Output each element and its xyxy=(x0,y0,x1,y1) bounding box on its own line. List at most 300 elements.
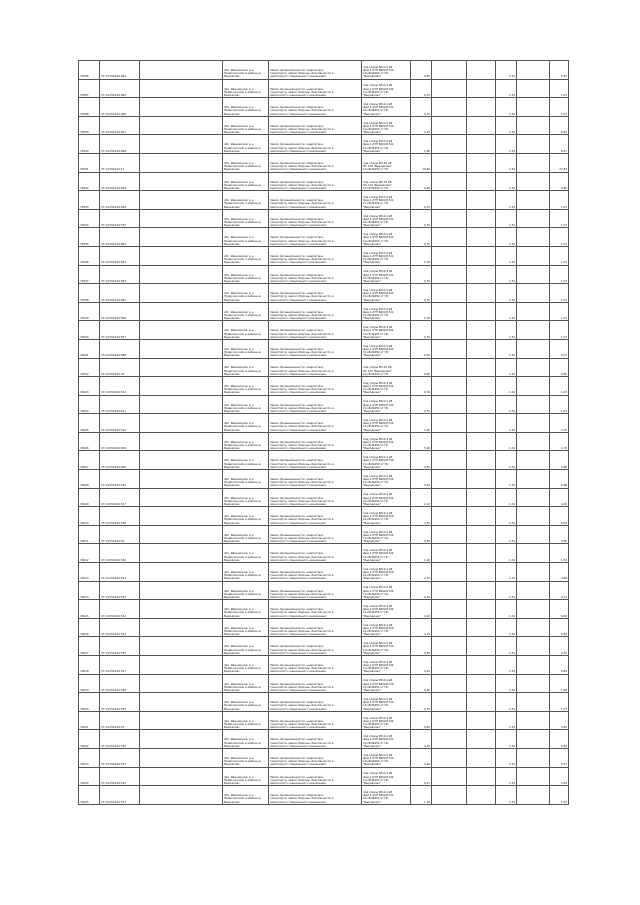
tax-value: 0,32 xyxy=(550,637,569,656)
land-category-line: транспорта, земли обороны, безопасности и xyxy=(270,536,334,541)
empty-cell xyxy=(467,284,496,303)
table-row xyxy=(79,414,569,433)
row-number: 74617 xyxy=(79,637,100,656)
empty-cell xyxy=(140,284,223,303)
table-row xyxy=(79,209,569,228)
cadastral-number: 37:14:050124:521 xyxy=(100,563,140,582)
land-category-line: транспорта, земли обороны, безопасности и xyxy=(270,294,334,299)
land-register-table xyxy=(78,60,569,805)
empty-cell xyxy=(467,693,496,712)
address-line: Приволжский, в районе д. xyxy=(224,71,262,76)
empty-cell xyxy=(517,172,550,191)
land-category-line: Земли промышленности, энергетики, xyxy=(270,328,324,333)
permitted-use-line: под опоры ВЛ-0,4 кВ xyxy=(363,325,393,330)
tax-value: 4,30 xyxy=(550,488,569,507)
table-row xyxy=(79,228,569,247)
land-category-line: земли иного специального назначения xyxy=(270,464,326,469)
tax-value: 1,07 xyxy=(550,395,569,414)
permitted-use-line: 10 кВ №450 от ПС xyxy=(363,145,389,150)
cadastral-number: 37:14:050124:563 xyxy=(100,246,140,265)
row-number: 74613 xyxy=(79,563,100,582)
area-value: 0,70 xyxy=(411,265,432,284)
address-line: Выродково xyxy=(224,632,240,637)
cadastral-number: 37:14:050124:467 xyxy=(100,116,140,135)
land-category xyxy=(269,637,362,656)
land-category xyxy=(269,98,362,117)
tax-value: 1,78 xyxy=(550,432,569,451)
table-row xyxy=(79,302,569,321)
permitted-use-line: "Выродково" xyxy=(363,148,382,153)
empty-cell xyxy=(432,61,467,80)
land-category-line: Земли промышленности, энергетики, xyxy=(270,737,324,742)
permitted-use-line: 10 кВ №450 от ПС xyxy=(363,703,389,708)
empty-cell xyxy=(140,748,223,767)
tax-value: 5,88 xyxy=(550,470,569,489)
empty-cell xyxy=(517,358,550,377)
empty-cell xyxy=(432,432,467,451)
table-body xyxy=(79,61,569,805)
cadastral-number: 37:14:050124:518 xyxy=(100,507,140,526)
table-row xyxy=(79,693,569,712)
address xyxy=(223,525,269,544)
address-line: Выродково xyxy=(224,148,240,153)
address-line: обл. Ивановская, р-н xyxy=(224,774,254,779)
empty-cell xyxy=(140,358,223,377)
address-line: Выродково xyxy=(224,780,240,785)
cadastral-number: 37:14:050124:520 xyxy=(100,544,140,563)
table-row xyxy=(79,451,569,470)
address-line: обл. Ивановская, р-н xyxy=(224,495,254,500)
permitted-use-line: 10 кВ №450 от ПС xyxy=(363,371,389,376)
land-category-line: транспорта, земли обороны, безопасности и xyxy=(270,443,334,448)
row-number: 74604 xyxy=(79,395,100,414)
permitted-use-line: "Выродково" xyxy=(363,204,382,209)
permitted-use-line: под опоры ВЛ-0,4 кВ xyxy=(363,511,393,516)
empty-cell xyxy=(432,637,467,656)
land-category xyxy=(269,767,362,786)
permitted-use-line: ПС 110 "Выродково" xyxy=(363,182,392,187)
area-value: 1,00 xyxy=(411,544,432,563)
address-line: Выродково xyxy=(224,520,240,525)
table-row xyxy=(79,284,569,303)
address xyxy=(223,414,269,433)
land-category xyxy=(269,228,362,247)
empty-cell xyxy=(140,321,223,340)
area-value: 1,96 xyxy=(411,135,432,154)
address xyxy=(223,674,269,693)
empty-cell xyxy=(432,563,467,582)
address-line: обл. Ивановская, р-н xyxy=(224,291,254,296)
rate-value: 1,54 xyxy=(496,153,517,172)
permitted-use-line: под опоры ВЛ-0,4 кВ xyxy=(363,734,393,739)
address-line: Выродково xyxy=(224,743,240,748)
permitted-use-line: фид.1 КТП 6602/0,5/0, xyxy=(363,216,395,221)
land-category-line: земли иного специального назначения xyxy=(270,297,326,302)
row-number: 74607 xyxy=(79,451,100,470)
land-category-line: Земли промышленности, энергетики, xyxy=(270,718,324,723)
address-line: Приволжский, в районе д. xyxy=(224,201,262,206)
address-line: Приволжский, в районе д. xyxy=(224,145,262,150)
land-category-line: транспорта, земли обороны, безопасности и xyxy=(270,387,334,392)
empty-cell xyxy=(432,767,467,786)
land-category-line: земли иного специального назначения xyxy=(270,687,326,692)
area-value: 0,70 xyxy=(411,209,432,228)
rate-value: 1,54 xyxy=(496,488,517,507)
row-number: 74588 xyxy=(79,98,100,117)
permitted-use-line: 10 кВ №450 от ПС xyxy=(363,167,389,172)
permitted-use-line: под опоры ВЛ-0,4 кВ xyxy=(363,789,393,794)
table-row xyxy=(79,711,569,730)
cadastral-number: 37:14:050115:11 xyxy=(100,153,140,172)
permitted-use-line: фид.1 КТП 6602/0,5/0, xyxy=(363,439,395,444)
permitted-use-line: 10 кВ №450 от ПС xyxy=(363,777,389,782)
permitted-use-line: 10 кВ №450 от ПС xyxy=(363,480,389,485)
empty-cell xyxy=(432,730,467,749)
rate-value: 1,54 xyxy=(496,748,517,767)
address-line: Приволжский, в районе д. xyxy=(224,777,262,782)
permitted-use-line: под опоры ВЛ-0,4 кВ xyxy=(363,622,393,627)
empty-cell xyxy=(517,191,550,210)
land-category-line: Земли промышленности, энергетики, xyxy=(270,142,324,147)
row-number: 74609 xyxy=(79,488,100,507)
permitted-use-line: фид.1 КТП 6602/0,5/0, xyxy=(363,291,395,296)
land-category xyxy=(269,432,362,451)
land-category-line: транспорта, земли обороны, безопасности и xyxy=(270,703,334,708)
permitted-use xyxy=(362,339,411,358)
permitted-use-line: под опоры ВЛ-0,4 кВ xyxy=(363,418,393,423)
empty-cell xyxy=(432,377,467,396)
address xyxy=(223,748,269,767)
address-line: Выродково xyxy=(224,353,240,358)
table-row xyxy=(79,377,569,396)
land-category-line: Земли промышленности, энергетики, xyxy=(270,123,324,128)
permitted-use-line: "Выродково" xyxy=(363,725,382,730)
rate-value: 1,54 xyxy=(496,786,517,805)
permitted-use-line: под опоры ВЛ-0,4 кВ xyxy=(363,473,393,478)
empty-cell xyxy=(467,135,496,154)
permitted-use xyxy=(362,79,411,98)
permitted-use-line: "Выродково" xyxy=(363,427,382,432)
table-row xyxy=(79,246,569,265)
table-row xyxy=(79,321,569,340)
empty-cell xyxy=(140,767,223,786)
land-category xyxy=(269,172,362,191)
empty-cell xyxy=(432,79,467,98)
empty-cell xyxy=(140,544,223,563)
tax-value: 6,84 xyxy=(550,600,569,619)
empty-cell xyxy=(140,209,223,228)
permitted-use-line: 10 кВ №450 от ПС xyxy=(363,591,389,596)
land-category-line: транспорта, земли обороны, безопасности и xyxy=(270,201,334,206)
land-category-line: транспорта, земли обороны, безопасности и xyxy=(270,498,334,503)
table-row xyxy=(79,488,569,507)
rate-value: 1,54 xyxy=(496,191,517,210)
land-category-line: земли иного специального назначения xyxy=(270,148,326,153)
empty-cell xyxy=(140,172,223,191)
table-row xyxy=(79,153,569,172)
row-number: 74587 xyxy=(79,79,100,98)
table-row xyxy=(79,432,569,451)
address-line: Приволжский, в районе д. xyxy=(224,647,262,652)
permitted-use-line: под опоры ВЛ-0,4 кВ xyxy=(363,678,393,683)
empty-cell xyxy=(517,116,550,135)
address xyxy=(223,767,269,786)
permitted-use-line: под опоры ВЛ-0,4 кВ xyxy=(363,529,393,534)
tax-value: 0,85 xyxy=(550,172,569,191)
permitted-use-line: "Выродково" xyxy=(363,353,382,358)
rate-value: 1,54 xyxy=(496,507,517,526)
permitted-use-line: фид.1 КТП 6602/0,5/0, xyxy=(363,328,395,333)
land-category-line: земли иного специального назначения xyxy=(270,167,326,172)
land-category-line: Земли промышленности, энергетики, xyxy=(270,67,324,72)
address-line: обл. Ивановская, р-н xyxy=(224,625,254,630)
empty-cell xyxy=(467,581,496,600)
land-category-line: транспорта, земли обороны, безопасности и xyxy=(270,368,334,373)
land-category-line: транспорта, земли обороны, безопасности и xyxy=(270,275,334,280)
land-category-line: транспорта, земли обороны, безопасности и xyxy=(270,666,334,671)
permitted-use-line: "Выродково" xyxy=(363,520,382,525)
cadastral-number: 37:14:050124:33 xyxy=(100,711,140,730)
land-category-line: транспорта, земли обороны, безопасности и xyxy=(270,126,334,131)
address-line: Выродково xyxy=(224,502,240,507)
address-line: обл. Ивановская, р-н xyxy=(224,607,254,612)
permitted-use-line: 10 кВ №450 от ПС xyxy=(363,647,389,652)
permitted-use-line: под опоры ВЛ-0,4 кВ xyxy=(363,492,393,497)
land-category-line: Земли промышленности, энергетики, xyxy=(270,514,324,519)
row-number: 74615 xyxy=(79,600,100,619)
table-row xyxy=(79,135,569,154)
land-category xyxy=(269,209,362,228)
empty-cell xyxy=(467,172,496,191)
area-value: 2,00 xyxy=(411,339,432,358)
permitted-use-line: фид.1 КТП 6602/0,5/0, xyxy=(363,551,395,556)
address-line: Приволжский, в районе д. xyxy=(224,219,262,224)
address-line: Выродково xyxy=(224,241,240,246)
address xyxy=(223,451,269,470)
empty-cell xyxy=(140,730,223,749)
empty-cell xyxy=(517,525,550,544)
address xyxy=(223,730,269,749)
address xyxy=(223,284,269,303)
land-category-line: транспорта, земли обороны, безопасности и xyxy=(270,554,334,559)
empty-cell xyxy=(140,246,223,265)
empty-cell xyxy=(432,172,467,191)
land-category xyxy=(269,451,362,470)
permitted-use-line: фид.1 КТП 6602/0,5/0, xyxy=(363,774,395,779)
land-category-line: Земли промышленности, энергетики, xyxy=(270,681,324,686)
permitted-use xyxy=(362,98,411,117)
permitted-use xyxy=(362,767,411,786)
permitted-use-line: фид.1 КТП 6602/0,5/0, xyxy=(363,272,395,277)
land-category-line: транспорта, земли обороны, безопасности и xyxy=(270,461,334,466)
land-category-line: земли иного специального назначения xyxy=(270,260,326,265)
land-category-line: Земли промышленности, энергетики, xyxy=(270,662,324,667)
address xyxy=(223,209,269,228)
permitted-use-line: 10 кВ №450 от ПС xyxy=(363,629,389,633)
permitted-use-line: под опоры ВЛ-0,4 кВ xyxy=(363,64,393,69)
address-line: обл. Ивановская, р-н xyxy=(224,514,254,519)
permitted-use-line: под опоры ВЛ-0,4 кВ xyxy=(363,771,393,776)
area-value: 0,60 xyxy=(411,172,432,191)
address xyxy=(223,98,269,117)
land-category-line: Земли промышленности, энергетики, xyxy=(270,253,324,258)
address-line: обл. Ивановская, р-н xyxy=(224,198,254,203)
tax-value: 1,07 xyxy=(550,246,569,265)
address-line: Приволжский, в районе д. xyxy=(224,108,262,113)
permitted-use-line: "Выродково" xyxy=(363,130,382,135)
empty-cell xyxy=(432,693,467,712)
permitted-use xyxy=(362,730,411,749)
land-category-line: транспорта, земли обороны, безопасности и xyxy=(270,721,334,726)
address-line: Выродково xyxy=(224,446,240,451)
tax-value: 1,07 xyxy=(550,79,569,98)
cadastral-number: 37:14:050124:528 xyxy=(100,674,140,693)
empty-cell xyxy=(467,79,496,98)
tax-value: 6,84 xyxy=(550,656,569,675)
land-category-line: транспорта, земли обороны, безопасности и xyxy=(270,777,334,782)
land-category-line: Земли промышленности, энергетики, xyxy=(270,532,324,537)
rate-value: 1,54 xyxy=(496,618,517,637)
permitted-use-line: фид.1 КТП 6602/0,5/0, xyxy=(363,86,395,91)
land-category xyxy=(269,656,362,675)
rate-value: 1,54 xyxy=(496,656,517,675)
empty-cell xyxy=(432,507,467,526)
permitted-use-line: под опоры ВЛ-0,4 кВ xyxy=(363,343,393,348)
empty-cell xyxy=(467,191,496,210)
address-line: Выродково xyxy=(224,725,240,730)
address-line: Выродково xyxy=(224,539,240,544)
empty-cell xyxy=(432,525,467,544)
permitted-use xyxy=(362,637,411,656)
land-category-line: земли иного специального назначения xyxy=(270,130,326,135)
tax-value: 1,07 xyxy=(550,191,569,210)
address-line: обл. Ивановская, р-н xyxy=(224,588,254,593)
address xyxy=(223,135,269,154)
table-row xyxy=(79,544,569,563)
cadastral-number: 37:14:050124:512 xyxy=(100,377,140,396)
rate-value: 1,54 xyxy=(496,637,517,656)
address-line: Приволжский, в районе д. xyxy=(224,443,262,448)
land-category-line: транспорта, земли обороны, безопасности и xyxy=(270,591,334,596)
land-category xyxy=(269,395,362,414)
land-category-line: земли иного специального назначения xyxy=(270,669,326,674)
address-line: обл. Ивановская, р-н xyxy=(224,439,254,444)
address xyxy=(223,786,269,805)
permitted-use-line: 10 кВ №450 от ПС xyxy=(363,126,389,131)
permitted-use-line: "Выродково" xyxy=(363,539,382,544)
permitted-use-line: "Выродково" xyxy=(363,557,382,562)
permitted-use-line: 10 кВ №450 от ПС xyxy=(363,350,389,355)
land-category xyxy=(269,339,362,358)
rate-value: 1,54 xyxy=(496,730,517,749)
row-number: 74622 xyxy=(79,730,100,749)
permitted-use-line: 10 кВ №450 от ПС xyxy=(363,71,389,76)
rate-value: 1,54 xyxy=(496,321,517,340)
land-category-line: земли иного специального назначения xyxy=(270,632,326,637)
tax-value: 1,25 xyxy=(550,786,569,805)
empty-cell xyxy=(467,507,496,526)
address xyxy=(223,507,269,526)
land-category-line: Земли промышленности, энергетики, xyxy=(270,105,324,110)
address-line: Приволжский, в районе д. xyxy=(224,312,262,317)
tax-value: 0,54 xyxy=(550,767,569,786)
empty-cell xyxy=(517,711,550,730)
tax-value: 6,07 xyxy=(550,339,569,358)
table-row xyxy=(79,172,569,191)
area-value: 4,20 xyxy=(411,600,432,619)
address-line: Приволжский, в районе д. xyxy=(224,294,262,299)
land-category xyxy=(269,730,362,749)
permitted-use-line: фид.1 КТП 6602/0,5/0, xyxy=(363,532,395,537)
row-number: 74594 xyxy=(79,209,100,228)
address-line: обл. Ивановская, р-н xyxy=(224,793,254,798)
row-number: 74586 xyxy=(79,61,100,80)
empty-cell xyxy=(467,377,496,396)
permitted-use-line: фид.1 КТП 6602/0,5/0, xyxy=(363,105,395,110)
permitted-use xyxy=(362,302,411,321)
empty-cell xyxy=(432,581,467,600)
row-number: 74621 xyxy=(79,711,100,730)
address-line: Выродково xyxy=(224,204,240,209)
address-line: обл. Ивановская, р-н xyxy=(224,662,254,667)
empty-cell xyxy=(467,302,496,321)
permitted-use-line: 10 кВ №450 от ПС xyxy=(363,257,389,262)
land-category-line: Земли промышленности, энергетики, xyxy=(270,477,324,482)
land-category-line: Земли промышленности, энергетики, xyxy=(270,309,324,314)
permitted-use-line: 10 кВ №450 от ПС xyxy=(363,108,389,113)
permitted-use-line: 10 кВ №450 от ПС xyxy=(363,89,389,94)
area-value: 0,70 xyxy=(411,377,432,396)
table-row xyxy=(79,563,569,582)
permitted-use-line: 10 кВ №450 от ПС xyxy=(363,443,389,448)
permitted-use xyxy=(362,656,411,675)
land-category-line: транспорта, земли обороны, безопасности и xyxy=(270,164,334,169)
empty-cell xyxy=(467,153,496,172)
land-category-line: Земли промышленности, энергетики, xyxy=(270,365,324,370)
empty-cell xyxy=(140,563,223,582)
empty-cell xyxy=(432,321,467,340)
address-line: обл. Ивановская, р-н xyxy=(224,67,254,72)
empty-cell xyxy=(467,674,496,693)
permitted-use-line: 10 кВ №450 от ПС xyxy=(363,312,389,317)
land-category xyxy=(269,544,362,563)
permitted-use-line: 10 кВ №450 от ПС xyxy=(363,405,389,410)
land-category-line: Земли промышленности, энергетики, xyxy=(270,216,324,221)
empty-cell xyxy=(467,228,496,247)
land-category-line: Земли промышленности, энергетики, xyxy=(270,700,324,705)
land-category-line: земли иного специального назначения xyxy=(270,595,326,600)
permitted-use xyxy=(362,488,411,507)
land-category-line: транспорта, земли обороны, безопасности и xyxy=(270,257,334,262)
empty-cell xyxy=(467,786,496,805)
permitted-use-line: под опоры ВЛ-0,4 кВ xyxy=(363,83,393,88)
area-value: 0,70 xyxy=(411,191,432,210)
permitted-use xyxy=(362,209,411,228)
rate-value: 1,54 xyxy=(496,358,517,377)
table-row xyxy=(79,358,569,377)
land-category-line: Земли промышленности, энергетики, xyxy=(270,179,324,184)
rate-value: 1,54 xyxy=(496,61,517,80)
empty-cell xyxy=(432,191,467,210)
empty-cell xyxy=(432,748,467,767)
address xyxy=(223,432,269,451)
land-category-line: земли иного специального назначения xyxy=(270,92,326,97)
area-value: 0,60 xyxy=(411,525,432,544)
permitted-use-line: под опоры ВЛ-0,4 кВ xyxy=(363,548,393,553)
permitted-use xyxy=(362,711,411,730)
address-line: Приволжский, в районе д. xyxy=(224,498,262,503)
permitted-use-line: фид.1 КТП 6602/0,5/0, xyxy=(363,755,395,760)
